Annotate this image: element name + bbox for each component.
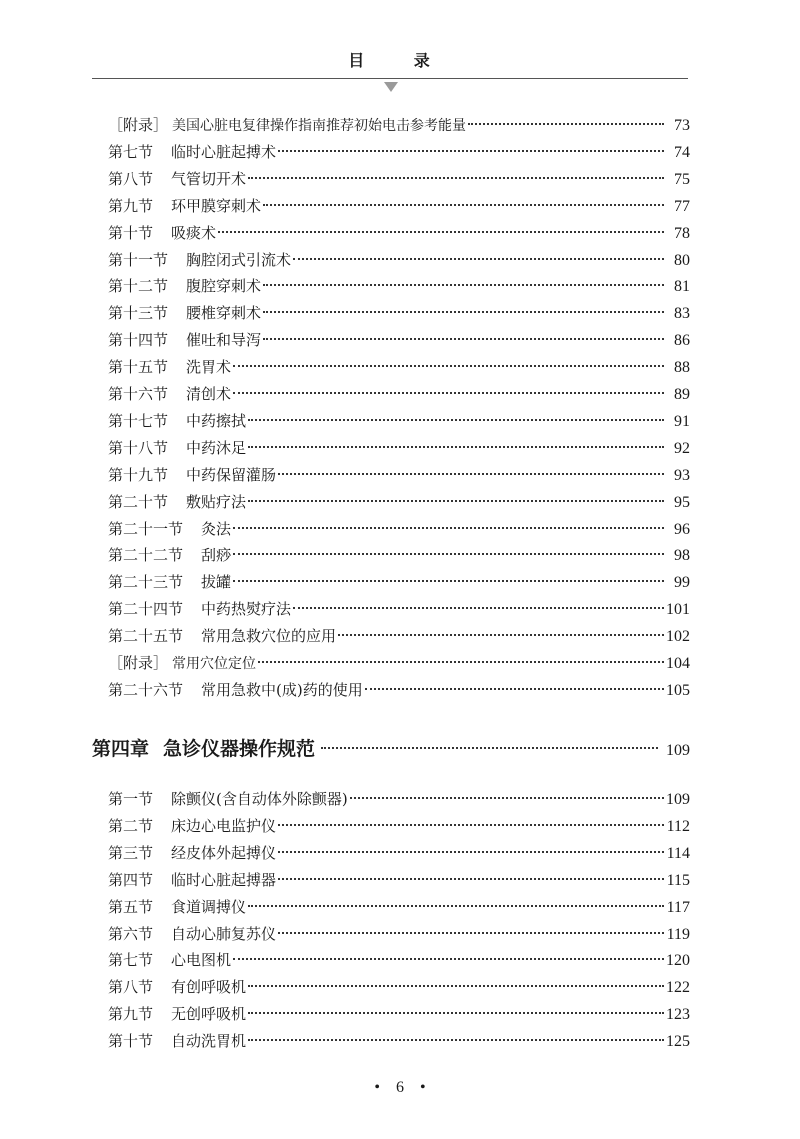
toc-entry-title: 常用急救中(成)药的使用 bbox=[201, 680, 363, 699]
leader-dots bbox=[233, 391, 664, 394]
leader-dots bbox=[233, 364, 664, 367]
toc-entry-title: 心电图机 bbox=[171, 951, 232, 970]
toc-entry-number: ［附录］ bbox=[108, 654, 169, 672]
toc-entry-number: 第九节 bbox=[108, 1005, 154, 1024]
toc-entry-title: 胸腔闭式引流术 bbox=[186, 250, 292, 269]
toc-entry-title: 无创呼吸机 bbox=[171, 1005, 247, 1024]
toc-entry-number: 第八节 bbox=[108, 978, 154, 997]
toc-entry-title: 清创术 bbox=[186, 385, 232, 403]
toc-entry[interactable] bbox=[108, 409, 690, 433]
toc-entry[interactable] bbox=[108, 597, 690, 621]
toc-entry-title: 敷贴疗法 bbox=[186, 492, 247, 511]
toc-entry-title: 床边心电监护仪 bbox=[171, 816, 277, 835]
leader-dots bbox=[293, 606, 664, 609]
header-rule bbox=[92, 78, 688, 79]
toc-entry-title: 中药热熨疗法 bbox=[201, 600, 292, 619]
toc-entry-number: 第十九节 bbox=[108, 465, 169, 484]
toc-entry-number: 第九节 bbox=[108, 196, 154, 215]
leader-dots bbox=[263, 283, 664, 286]
toc-entry-page: 114 bbox=[666, 844, 690, 862]
leader-dots bbox=[233, 526, 664, 529]
leader-dots bbox=[233, 552, 664, 555]
toc-entry-number: ［附录］ bbox=[108, 116, 169, 134]
chapter-heading[interactable] bbox=[92, 734, 690, 762]
toc-entry-page: 91 bbox=[674, 412, 690, 430]
leader-dots bbox=[248, 499, 664, 502]
toc-entry-number: 第二十一节 bbox=[108, 519, 184, 538]
toc-entry-number: 第二十三节 bbox=[108, 573, 184, 592]
toc-entry-page: 81 bbox=[674, 278, 690, 296]
toc-entry[interactable] bbox=[108, 463, 690, 487]
toc-entry-page: 83 bbox=[674, 305, 690, 323]
toc-entry[interactable] bbox=[108, 1029, 690, 1053]
toc-entry-title: 自动洗胃机 bbox=[171, 1032, 247, 1051]
toc-entry[interactable] bbox=[108, 382, 690, 406]
toc-entry[interactable] bbox=[108, 841, 690, 865]
toc-entry-title: 腹腔穿刺术 bbox=[186, 277, 262, 296]
toc-entry[interactable] bbox=[108, 948, 690, 972]
toc-entry-page: 86 bbox=[674, 332, 690, 350]
toc-entry-title: 中药保留灌肠 bbox=[186, 465, 277, 484]
chapter-page: 109 bbox=[666, 742, 690, 759]
toc-entry-page: 74 bbox=[674, 143, 690, 161]
toc-entry-page: 125 bbox=[666, 1033, 690, 1051]
toc-entry[interactable] bbox=[108, 517, 690, 541]
toc-entry-title: 美国心脏电复律操作指南推荐初始电击参考能量 bbox=[172, 118, 467, 134]
toc-entry-title: 气管切开术 bbox=[171, 169, 247, 188]
toc-entry-page: 77 bbox=[674, 197, 690, 215]
leader-dots bbox=[278, 472, 664, 475]
chapter-title: 急诊仪器操作规范 bbox=[163, 738, 316, 760]
toc-entry-page: 112 bbox=[666, 817, 690, 835]
toc-entry-page: 117 bbox=[666, 898, 690, 916]
toc-entry[interactable] bbox=[108, 868, 690, 892]
toc-entry-number: 第二十六节 bbox=[108, 680, 184, 699]
toc-entry[interactable] bbox=[108, 895, 690, 919]
toc-entry-title: 食道调搏仪 bbox=[171, 897, 247, 916]
toc-entry[interactable] bbox=[108, 678, 690, 702]
toc-entry-number: 第二十四节 bbox=[108, 600, 184, 619]
toc-entry-number: 第二十节 bbox=[108, 492, 169, 511]
toc-entry-page: 104 bbox=[666, 655, 690, 672]
toc-entry-page: 98 bbox=[674, 547, 690, 565]
toc-entry-title: 常用急救穴位的应用 bbox=[201, 627, 337, 646]
toc-entry-number: 第十二节 bbox=[108, 277, 169, 296]
toc-entry[interactable] bbox=[108, 194, 690, 218]
toc-entry-number: 第十五节 bbox=[108, 358, 169, 377]
toc-entry-page: 75 bbox=[674, 170, 690, 188]
toc-entry-title: 临时心脏起搏术 bbox=[171, 142, 277, 161]
leader-dots bbox=[293, 257, 664, 260]
leader-dots bbox=[248, 1011, 664, 1014]
toc-entry-number: 第四节 bbox=[108, 870, 154, 889]
toc-entry-page: 73 bbox=[674, 117, 690, 134]
toc-entry-number: 第一节 bbox=[108, 790, 154, 808]
toc-entry-page: 89 bbox=[674, 386, 690, 403]
toc-entry-title: 环甲膜穿刺术 bbox=[171, 196, 262, 215]
toc-entry-title: 中药擦拭 bbox=[186, 411, 247, 430]
toc-entry-title: 灸法 bbox=[201, 519, 232, 538]
toc-entry-page: 119 bbox=[666, 925, 690, 943]
leader-dots bbox=[365, 687, 664, 690]
toc-entry-title: 常用穴位定位 bbox=[172, 656, 257, 672]
page-number: • 6 • bbox=[374, 1079, 426, 1096]
toc-entry-number: 第五节 bbox=[108, 897, 154, 916]
toc-entry-number: 第七节 bbox=[108, 951, 154, 970]
toc-entry-page: 78 bbox=[674, 224, 690, 242]
toc-entry-page: 115 bbox=[666, 871, 690, 889]
toc-entry-number: 第十三节 bbox=[108, 304, 169, 323]
toc-entry[interactable] bbox=[108, 248, 690, 272]
toc-entry-number: 第二节 bbox=[108, 816, 154, 835]
toc-entry[interactable] bbox=[108, 490, 690, 514]
toc-entry-page: 101 bbox=[666, 601, 690, 619]
toc-entry-title: 有创呼吸机 bbox=[171, 978, 247, 997]
toc-entry[interactable] bbox=[108, 651, 690, 675]
toc-entry-number: 第十八节 bbox=[108, 438, 169, 457]
toc-entry[interactable] bbox=[108, 570, 690, 594]
leader-dots bbox=[248, 445, 664, 448]
leader-dots bbox=[248, 904, 664, 907]
toc-entry[interactable] bbox=[108, 975, 690, 999]
toc-entry[interactable] bbox=[108, 624, 690, 648]
toc-entry-title: 经皮体外起搏仪 bbox=[171, 843, 277, 862]
toc-entry-number: 第八节 bbox=[108, 169, 154, 188]
leader-dots bbox=[278, 823, 664, 826]
toc-entry-page: 105 bbox=[666, 681, 690, 699]
toc-entry[interactable] bbox=[108, 113, 690, 137]
toc-entry[interactable] bbox=[108, 814, 690, 838]
toc-entry-page: 109 bbox=[666, 791, 690, 808]
toc-entry-number: 第六节 bbox=[108, 924, 154, 943]
toc-entry-page: 96 bbox=[674, 520, 690, 538]
toc-entry-page: 80 bbox=[674, 251, 690, 269]
leader-dots bbox=[468, 122, 664, 125]
leader-dots bbox=[248, 984, 664, 987]
leader-dots bbox=[248, 1038, 664, 1041]
toc-entry-page: 99 bbox=[674, 574, 690, 592]
leader-dots bbox=[233, 957, 664, 960]
toc-entry-title: 洗胃术 bbox=[186, 358, 232, 377]
leader-dots bbox=[233, 579, 664, 582]
toc-entry-title: 拔罐 bbox=[201, 573, 232, 592]
toc-entry-title: 吸痰术 bbox=[171, 223, 217, 242]
toc-entry[interactable] bbox=[108, 787, 690, 811]
toc-entry-number: 第十七节 bbox=[108, 411, 169, 430]
leader-dots bbox=[321, 746, 658, 749]
toc-entry[interactable] bbox=[108, 328, 690, 352]
leader-dots bbox=[278, 877, 664, 880]
toc-entry-number: 第十一节 bbox=[108, 250, 169, 269]
toc-entry-title: 催吐和导泻 bbox=[186, 331, 262, 350]
toc-entry-number: 第十六节 bbox=[108, 385, 169, 403]
toc-entry-page: 92 bbox=[674, 439, 690, 457]
toc-entry-page: 102 bbox=[666, 628, 690, 646]
leader-dots bbox=[248, 176, 664, 179]
toc-entry-title: 除颤仪(含自动体外除颤器) bbox=[171, 790, 348, 808]
leader-dots bbox=[350, 796, 664, 799]
leader-dots bbox=[278, 850, 664, 853]
leader-dots bbox=[248, 418, 664, 421]
toc-entry-title: 腰椎穿刺术 bbox=[186, 304, 262, 323]
toc-entry-title: 临时心脏起搏器 bbox=[171, 870, 277, 889]
toc-entry-title: 刮痧 bbox=[201, 546, 232, 565]
toc-entry-page: 93 bbox=[674, 466, 690, 484]
toc-entry[interactable] bbox=[108, 167, 690, 191]
toc-entry[interactable] bbox=[108, 436, 690, 460]
toc-entry-page: 88 bbox=[674, 359, 690, 377]
leader-dots bbox=[278, 931, 664, 934]
toc-entry-number: 第二十五节 bbox=[108, 627, 184, 646]
leader-dots bbox=[263, 310, 664, 313]
toc-entry[interactable] bbox=[108, 274, 690, 298]
leader-dots bbox=[338, 633, 664, 636]
page-header-title: 目 录 bbox=[348, 51, 452, 70]
toc-entry-number: 第十节 bbox=[108, 1032, 154, 1051]
leader-dots bbox=[263, 203, 664, 206]
leader-dots bbox=[278, 149, 664, 152]
toc-entry-number: 第十节 bbox=[108, 223, 154, 242]
toc-entry-page: 122 bbox=[666, 979, 690, 997]
toc-entry-page: 120 bbox=[666, 952, 690, 970]
toc-entry[interactable] bbox=[108, 543, 690, 567]
toc-entry[interactable] bbox=[108, 221, 690, 245]
leader-dots bbox=[263, 337, 664, 340]
toc-entry-number: 第十四节 bbox=[108, 331, 169, 350]
toc-entry-title: 中药沐足 bbox=[186, 438, 247, 457]
toc-entry-number: 第三节 bbox=[108, 843, 154, 862]
toc-entry[interactable] bbox=[108, 922, 690, 946]
toc-entry-title: 自动心肺复苏仪 bbox=[171, 924, 277, 943]
toc-entry[interactable] bbox=[108, 355, 690, 379]
toc-entry-number: 第七节 bbox=[108, 142, 154, 161]
toc-entry-page: 95 bbox=[674, 493, 690, 511]
header-triangle-icon bbox=[384, 82, 398, 92]
chapter-number: 第四章 bbox=[92, 738, 150, 760]
toc-entry[interactable] bbox=[108, 1002, 690, 1026]
toc-entry-number: 第二十二节 bbox=[108, 546, 184, 565]
leader-dots bbox=[258, 660, 664, 663]
toc-entry-page: 123 bbox=[666, 1006, 690, 1024]
leader-dots bbox=[218, 230, 664, 233]
toc-entry[interactable] bbox=[108, 301, 690, 325]
toc-entry[interactable] bbox=[108, 140, 690, 164]
